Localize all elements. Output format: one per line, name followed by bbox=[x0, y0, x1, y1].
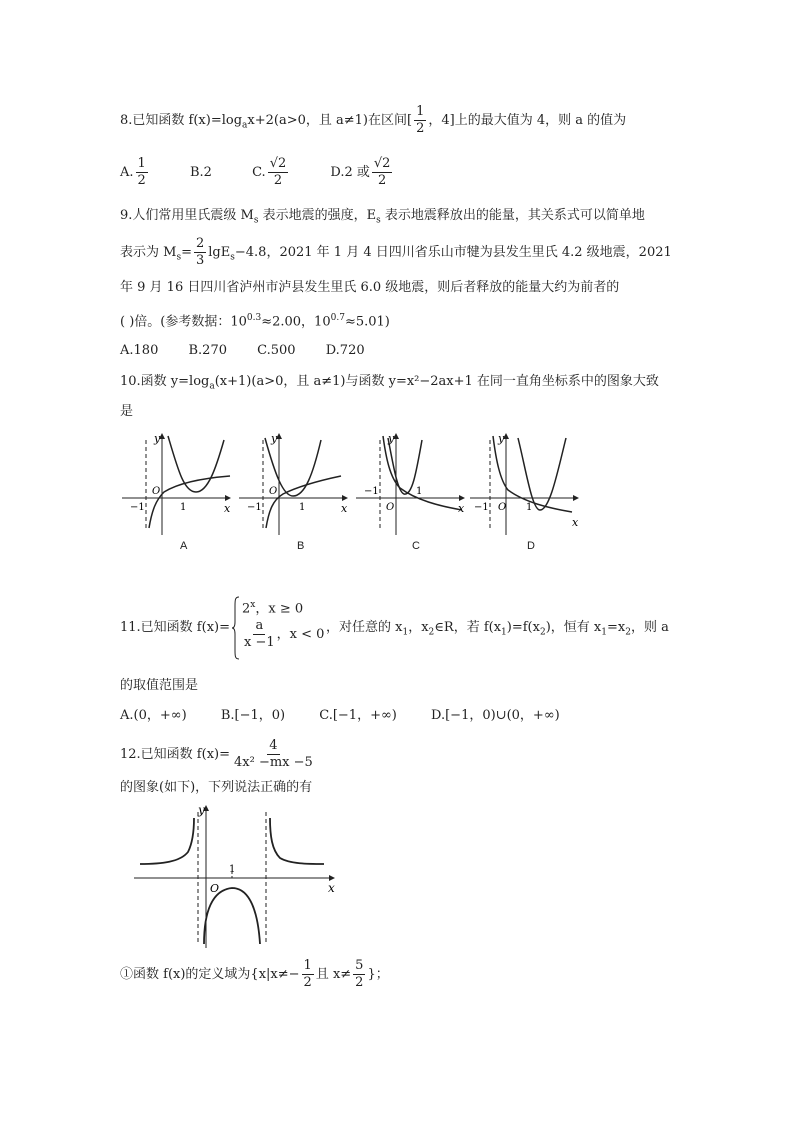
q8-option-b[interactable]: B.2 bbox=[189, 165, 212, 180]
tick-neg-1: −1 bbox=[130, 502, 145, 513]
q8-fraction: $\frac{1}{2}$ bbox=[416, 104, 425, 136]
right-branch bbox=[270, 818, 324, 864]
y-label: y bbox=[154, 432, 161, 445]
q8-option-d[interactable]: D.2 或 $\frac{√2}{2}$ bbox=[330, 156, 391, 188]
q11-line-2: 的取值范围是 bbox=[120, 678, 199, 693]
q10-graph-c[interactable] bbox=[354, 430, 469, 540]
q11-option-c[interactable]: C.[−1，+∞) bbox=[319, 708, 397, 723]
q12-item-1: ①函数 f(x)的定义域为{x|x≠− $\frac{1}{2}$ 且 x≠ $\frac{5}{2}$ }； bbox=[120, 958, 389, 990]
x-label: x bbox=[224, 502, 231, 515]
q10-caption-a: A bbox=[180, 540, 188, 552]
q10-caption-d: D bbox=[527, 540, 535, 552]
middle-branch bbox=[204, 888, 260, 944]
tick-neg-1: −1 bbox=[364, 486, 379, 497]
origin-label: O bbox=[498, 502, 507, 513]
brace-icon bbox=[232, 596, 240, 660]
q10-caption-b: B bbox=[297, 540, 305, 552]
q10-line-1: 10.函数 $y=\log_a(x+1)(a>0$，且 a≠1)与函数 y=x²−2ax+1 在同一直角坐标系中的图象大致 bbox=[120, 374, 659, 392]
q9-option-d[interactable]: D.720 bbox=[325, 343, 365, 358]
x-label: x bbox=[572, 516, 579, 529]
q12-stem: 12.已知函数 f(x)= $\frac{4}{\text{4x² −mx −5}}$ bbox=[120, 738, 313, 770]
tick-1: 1 bbox=[526, 502, 533, 513]
y-label: y bbox=[388, 432, 395, 445]
tick-1: 1 bbox=[299, 502, 306, 513]
q11-option-b[interactable]: B.[−1，0) bbox=[220, 708, 286, 723]
q9-option-b[interactable]: B.270 bbox=[188, 343, 227, 358]
q11-stem-pre: 11.已知函数 f(x)= bbox=[120, 620, 230, 635]
tick-1: 1 bbox=[229, 864, 236, 875]
q11-stem-post: ，对任意的 $x_1$，$x_2\in R$，若 $f(x_1)=f(x_2)$，恒有 $x_1=x_2$，则 a bbox=[326, 620, 669, 638]
tick-1: 1 bbox=[416, 486, 423, 497]
q9-line-4: ( )倍。(参考数据：$10^{0.3}\approx 2.00$，$10^{0.7}\approx 5.01$) bbox=[120, 313, 390, 330]
x-label: x bbox=[341, 502, 348, 515]
origin-label: O bbox=[210, 882, 220, 895]
q9-options bbox=[120, 341, 365, 361]
q8-option-c[interactable]: C. $\frac{√2}{2}$ bbox=[252, 156, 287, 188]
x-label: x bbox=[328, 881, 335, 895]
q11-option-a[interactable]: A.(0，+∞) bbox=[120, 708, 187, 723]
q8-stem: 8.已知函数 $f(x)=\log_ax+2(a>0$，且 a≠1)在区间[ $\frac{1}{2}$ ，4]上的最大值为 4，则 a 的值为 bbox=[120, 104, 627, 136]
q8-options bbox=[120, 156, 394, 189]
q10-line-2: 是 bbox=[120, 404, 134, 419]
tick-neg-1: −1 bbox=[474, 502, 489, 513]
origin-label: O bbox=[386, 502, 395, 513]
q12-line-2: 的图象(如下)，下列说法正确的有 bbox=[120, 780, 313, 795]
q10-graph-b[interactable] bbox=[237, 430, 352, 540]
q11-options bbox=[120, 706, 560, 726]
y-label: y bbox=[498, 432, 505, 445]
log-curve bbox=[149, 476, 230, 528]
q9-line-3: 年 9 月 16 日四川省泸州市泸县发生里氏 6.0 级地震，则后者释放的能量大约为前者的 bbox=[120, 280, 620, 295]
q9-line-2: 表示为 $M_s=$ $\frac{2}{3}$ lgE$_s$−4.8，2021 年 1 月 4 日四川省乐山市犍为县发生里氏 4.2 级地震，2021 bbox=[120, 236, 672, 268]
q12-graph[interactable] bbox=[132, 802, 340, 950]
origin-label: O bbox=[152, 486, 161, 497]
tick-neg-1: −1 bbox=[247, 502, 262, 513]
q9-line-1: 9.人们常用里氏震级 $M_s$ 表示地震的强度，$E_s$ 表示地震释放出的能量，其关系式可以简单地 bbox=[120, 208, 645, 226]
origin-label: O bbox=[269, 486, 278, 497]
tick-1: 1 bbox=[180, 502, 187, 513]
q9-option-a[interactable]: A.180 bbox=[120, 343, 159, 358]
y-label: y bbox=[271, 432, 278, 445]
q10-caption-c: C bbox=[412, 540, 420, 552]
parabola bbox=[168, 436, 224, 492]
y-label: y bbox=[198, 803, 205, 817]
q10-graph-d[interactable] bbox=[468, 430, 583, 540]
q10-graph-a[interactable] bbox=[120, 430, 235, 540]
q8-option-a[interactable]: A. $\frac{1}{2}$ bbox=[120, 156, 146, 188]
left-branch bbox=[140, 818, 194, 864]
q9-option-c[interactable]: C.500 bbox=[257, 343, 296, 358]
q11-option-d[interactable]: D.[−1，0)∪(0，+∞) bbox=[431, 708, 560, 723]
x-label: x bbox=[458, 502, 465, 515]
